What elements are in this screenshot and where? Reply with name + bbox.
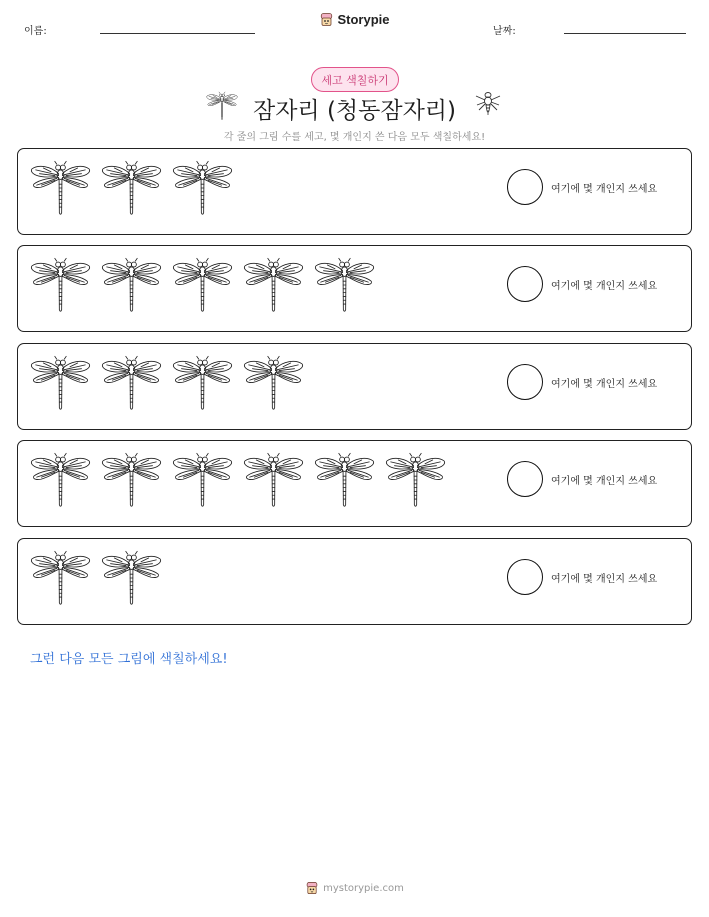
figure-group bbox=[30, 256, 375, 314]
name-label: 이름: bbox=[24, 26, 47, 37]
dragonfly-icon[interactable] bbox=[172, 451, 233, 509]
figure-group bbox=[30, 159, 233, 217]
dragonfly-icon[interactable] bbox=[243, 354, 304, 412]
dragonfly-icon[interactable] bbox=[101, 256, 162, 314]
dragonfly-icon[interactable] bbox=[30, 159, 91, 217]
dragonfly-icon[interactable] bbox=[243, 451, 304, 509]
brand bbox=[0, 12, 709, 34]
answer-hint: 여기에 몇 개인지 쓰세요 bbox=[551, 574, 658, 585]
dragonfly-icon[interactable] bbox=[172, 159, 233, 217]
figure-group bbox=[30, 549, 162, 607]
bronze-dragonfly-icon bbox=[474, 90, 502, 122]
count-row bbox=[17, 148, 692, 235]
dragonfly-icon[interactable] bbox=[30, 256, 91, 314]
cupcake-mascot-icon bbox=[305, 881, 319, 895]
brand-name: Storypie bbox=[337, 12, 390, 27]
answer-hint: 여기에 몇 개인지 쓰세요 bbox=[551, 281, 658, 292]
dragonfly-icon[interactable] bbox=[101, 354, 162, 412]
cupcake-mascot-icon bbox=[319, 12, 334, 27]
date-line[interactable] bbox=[564, 33, 686, 34]
dragonfly-icon[interactable] bbox=[101, 451, 162, 509]
dragonfly-icon[interactable] bbox=[30, 549, 91, 607]
answer-hint: 여기에 몇 개인지 쓰세요 bbox=[551, 379, 658, 390]
dragonfly-icon[interactable] bbox=[30, 451, 91, 509]
page-title: 잠자리 (청동잠자리) bbox=[252, 98, 456, 124]
figure-group bbox=[30, 451, 446, 509]
dragonfly-icon[interactable] bbox=[314, 451, 375, 509]
instructions: 각 줄의 그림 수를 세고, 몇 개인지 쓴 다음 모두 색칠하세요! bbox=[223, 132, 486, 143]
count-row bbox=[17, 245, 692, 332]
dragonfly-icon[interactable] bbox=[101, 549, 162, 607]
answer-circle[interactable] bbox=[507, 266, 543, 302]
dragonfly-icon[interactable] bbox=[243, 256, 304, 314]
activity-badge: 세고 색칠하기 bbox=[311, 67, 399, 92]
figure-group bbox=[30, 354, 304, 412]
date-label: 날짜: bbox=[493, 26, 516, 37]
count-row bbox=[17, 343, 692, 430]
footer bbox=[0, 880, 709, 898]
answer-hint: 여기에 몇 개인지 쓰세요 bbox=[551, 184, 658, 195]
dragonfly-icon[interactable] bbox=[385, 451, 446, 509]
footer-url[interactable]: mystorypie.com bbox=[323, 882, 404, 894]
color-instruction: 그런 다음 모든 그림에 색칠하세요! bbox=[30, 652, 228, 667]
answer-circle[interactable] bbox=[507, 169, 543, 205]
count-row bbox=[17, 440, 692, 527]
dragonfly-icon[interactable] bbox=[101, 159, 162, 217]
dragonfly-icon[interactable] bbox=[172, 354, 233, 412]
dragonfly-icon[interactable] bbox=[30, 354, 91, 412]
dragonfly-icon[interactable] bbox=[314, 256, 375, 314]
answer-hint: 여기에 몇 개인지 쓰세요 bbox=[551, 476, 658, 487]
dragonfly-icon[interactable] bbox=[172, 256, 233, 314]
answer-circle[interactable] bbox=[507, 461, 543, 497]
count-row bbox=[17, 538, 692, 625]
answer-circle[interactable] bbox=[507, 559, 543, 595]
answer-circle[interactable] bbox=[507, 364, 543, 400]
